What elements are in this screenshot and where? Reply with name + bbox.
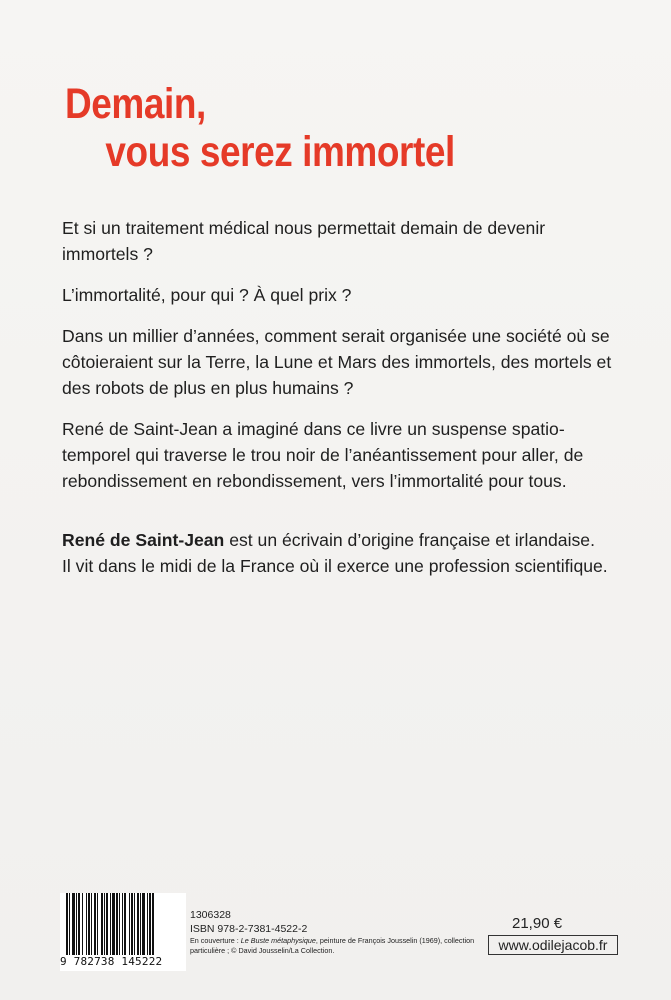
cover-credit-prefix: En couverture : [190, 936, 241, 945]
bio-text-2: Il vit dans le midi de la France où il exerce une profession scientifique. [62, 556, 608, 576]
blurb-paragraph-3: Dans un millier d’années, comment serait organisée une société où se côtoieraient sur la Terre, la Lune et Mars des immortels, des mortels et des robots de plus en plus humains ? [62, 326, 612, 398]
cover-credit [190, 936, 480, 955]
blurb-paragraph-4: René de Saint-Jean a imaginé dans ce livre un suspense spatio-temporel qui traverse le trou noir de l’anéantissement pour aller, de rebondissement en rebondissement, vers l’immortalité pour tous. [62, 419, 584, 491]
barcode [60, 893, 186, 971]
bio-text-1: est un écrivain d’origine française et irlandaise. [224, 530, 595, 550]
blurb [62, 215, 622, 509]
author-bio [62, 527, 622, 579]
blurb-paragraph-2: L’immortalité, pour qui ? À quel prix ? [62, 285, 352, 305]
author-name: René de Saint-Jean [62, 530, 225, 550]
barcode-bars [66, 893, 184, 955]
isbn: ISBN 978-2-7381-4522-2 [190, 923, 308, 935]
publication-info [190, 908, 480, 955]
title-line-1: Demain, [65, 80, 206, 128]
blurb-paragraph-1: Et si un traitement médical nous permettait demain de devenir immortels ? [62, 218, 546, 264]
product-code: 1306328 [190, 909, 231, 921]
publisher-website[interactable]: www.odilejacob.fr [488, 935, 618, 955]
price: 21,90 € [512, 915, 563, 932]
cover-credit-title: Le Buste métaphysique [240, 936, 316, 945]
book-title [65, 80, 547, 176]
title-line-2: vous serez immortel [105, 128, 455, 176]
barcode-bar [154, 893, 155, 955]
barcode-digits: 9 782738 145222 [60, 955, 163, 968]
cover-credit-rest: , peinture de François Jousselin (1969), collection particulière ; © David Jousselin/La Collection. [190, 936, 475, 955]
